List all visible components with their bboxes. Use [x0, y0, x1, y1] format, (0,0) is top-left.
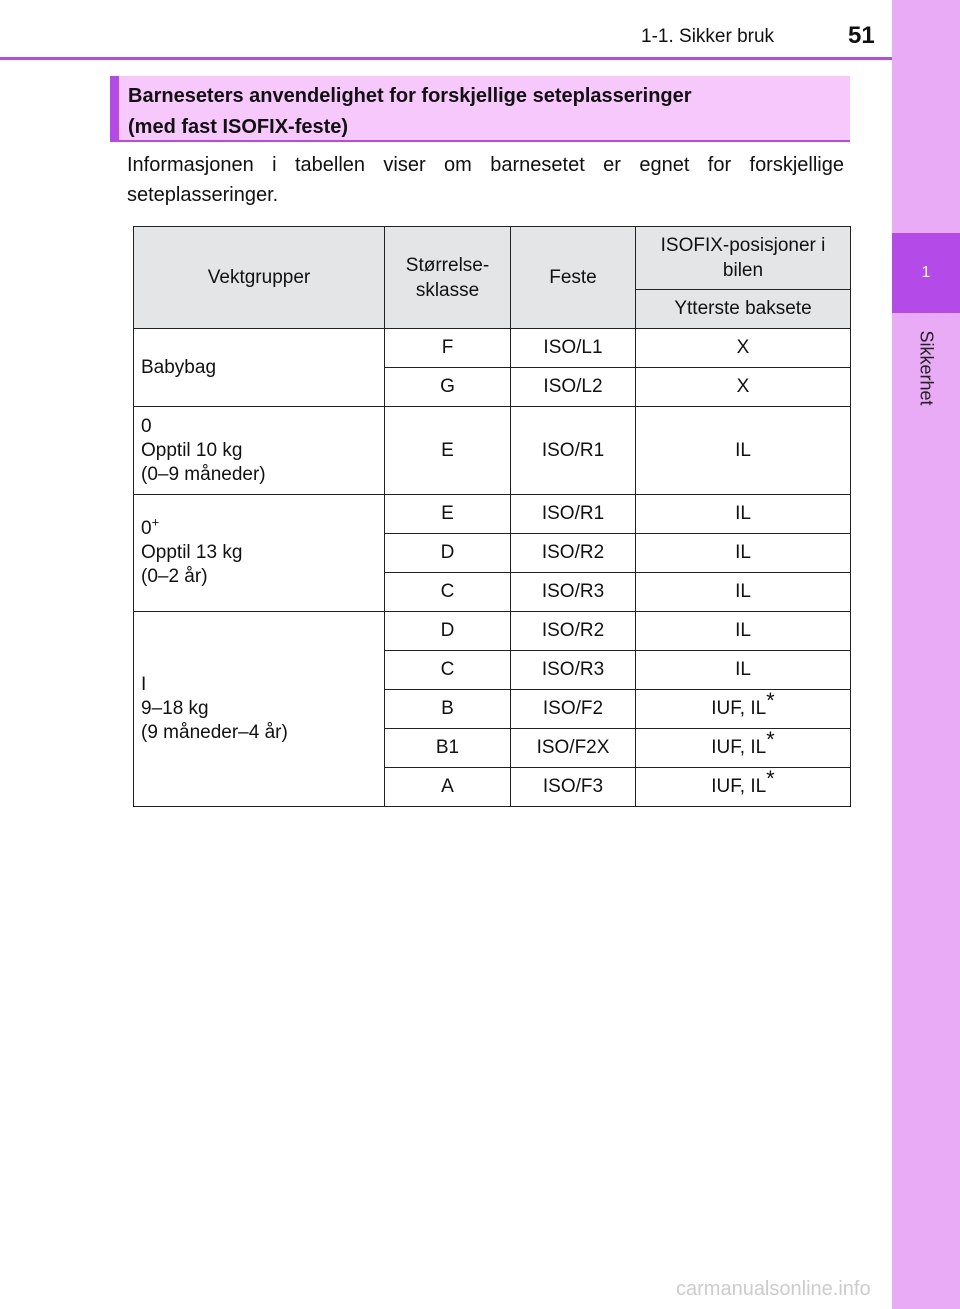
header-weight-group: Vektgrupper: [134, 227, 385, 329]
size-cell: A: [385, 768, 511, 807]
group-0-plus-age: (0–2 år): [141, 566, 208, 587]
watermark-text: carmanualsonline.info: [676, 1278, 871, 1300]
group-0-name: 0: [141, 415, 152, 437]
group-0: [134, 407, 385, 495]
mount-cell: ISO/F2X: [511, 729, 636, 768]
asterisk-mark: *: [766, 766, 775, 791]
group-0-age: (0–9 måneder): [141, 463, 266, 485]
group-0-plus-weight: Opptil 13 kg: [141, 542, 243, 563]
page-number: 51: [848, 22, 875, 49]
table-header-row: [134, 227, 851, 290]
mount-cell: ISO/F2: [511, 690, 636, 729]
table-row: [134, 612, 851, 651]
asterisk-mark: *: [766, 688, 775, 713]
header-size-class: Størrelse- sklasse: [385, 227, 511, 329]
value-cell: X: [636, 329, 851, 368]
mount-cell: ISO/R2: [511, 534, 636, 573]
group-0-plus: [134, 495, 385, 612]
group-1: [134, 612, 385, 807]
header-mount: Feste: [511, 227, 636, 329]
mount-cell: ISO/R3: [511, 573, 636, 612]
value-cell: IL: [636, 495, 851, 534]
heading-line-1: Barneseters anvendelighet for forskjellige seteplasseringer: [128, 85, 692, 107]
size-cell: G: [385, 368, 511, 407]
value-cell: IL: [636, 573, 851, 612]
value-cell: X: [636, 368, 851, 407]
table-row: [134, 495, 851, 534]
chapter-name: Sikkerhet: [916, 330, 937, 406]
isofix-table: [133, 226, 851, 807]
value-cell: IL: [636, 651, 851, 690]
size-cell: D: [385, 534, 511, 573]
value-cell: IL: [636, 534, 851, 573]
section-heading: [110, 76, 850, 142]
size-cell: C: [385, 651, 511, 690]
table-row: [134, 407, 851, 495]
size-cell: B: [385, 690, 511, 729]
asterisk-mark: *: [766, 727, 775, 752]
mount-cell: ISO/L2: [511, 368, 636, 407]
group-1-weight: 9–18 kg: [141, 698, 209, 719]
mount-cell: ISO/R2: [511, 612, 636, 651]
size-cell: E: [385, 495, 511, 534]
group-0-weight: Opptil 10 kg: [141, 439, 243, 461]
group-0-plus-name: [141, 514, 380, 541]
plus-superscript: +: [151, 514, 160, 530]
group-0-plus-number: 0: [141, 518, 152, 539]
table-row: [134, 329, 851, 368]
size-cell: B1: [385, 729, 511, 768]
header-isofix-positions: ISOFIX-posisjoner i bilen: [636, 227, 851, 290]
value-cell: [636, 768, 851, 807]
mount-cell: ISO/F3: [511, 768, 636, 807]
header-rule: [0, 57, 892, 60]
header-outer-rear: Ytterste baksete: [636, 290, 851, 329]
size-cell: C: [385, 573, 511, 612]
value-cell: [636, 690, 851, 729]
chapter-sidebar: [892, 0, 960, 1309]
group-1-age: (9 måneder–4 år): [141, 722, 288, 743]
mount-cell: ISO/R3: [511, 651, 636, 690]
chapter-number-tab: [892, 233, 960, 313]
mount-cell: ISO/L1: [511, 329, 636, 368]
mount-cell: ISO/R1: [511, 495, 636, 534]
group-babybag: Babybag: [134, 329, 385, 407]
section-title: 1-1. Sikker bruk: [641, 26, 775, 47]
group-1-name: I: [141, 674, 147, 695]
chapter-number: 1: [921, 264, 931, 281]
mount-cell: ISO/R1: [511, 407, 636, 495]
size-cell: D: [385, 612, 511, 651]
value-cell: IL: [636, 612, 851, 651]
size-cell: F: [385, 329, 511, 368]
value-text: IUF, IL: [711, 737, 767, 758]
value-cell: IL: [636, 407, 851, 495]
intro-paragraph: Informasjonen i tabellen viser om barnesetet er egnet for forskjellige seteplasseringer.: [127, 154, 844, 206]
value-text: IUF, IL: [711, 776, 767, 797]
heading-line-2: (med fast ISOFIX-feste): [128, 116, 349, 138]
value-cell: [636, 729, 851, 768]
value-text: IUF, IL: [711, 698, 767, 719]
size-cell: E: [385, 407, 511, 495]
